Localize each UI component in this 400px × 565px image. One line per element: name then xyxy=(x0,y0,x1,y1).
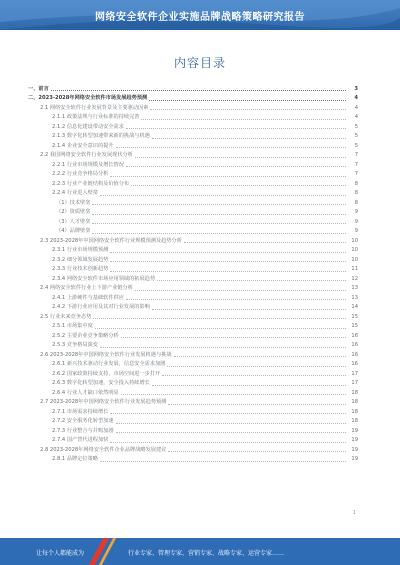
toc-entry-text: 2.3.2 细分领域发展趋势 xyxy=(52,256,109,263)
toc-dot-leader xyxy=(116,432,346,433)
toc-entry-page: 16 xyxy=(351,332,358,339)
toc-entry-text: 2.1.3 数字化转型加速带来新的挑战与机遇 xyxy=(52,133,150,139)
toc-entry[interactable] xyxy=(28,132,358,142)
toc-entry-page: 13 xyxy=(351,285,358,291)
toc-entry-text: 2.7.1 市场需求持续增长 xyxy=(52,408,109,415)
toc-entry-text: 2.7.2 安全服务化转型加速 xyxy=(52,418,114,424)
toc-entry-text: 2.6.3 数字化转型加速，安全投入持续增长 xyxy=(52,380,150,386)
toc-entry-text: 2.1 网络安全软件行业发展背景及主要驱动因素 xyxy=(40,104,149,111)
toc-dot-leader xyxy=(152,138,346,139)
toc-entry-page: 11 xyxy=(351,266,358,272)
toc-entry[interactable] xyxy=(28,208,358,218)
toc-entry[interactable] xyxy=(28,426,358,436)
toc-dot-leader xyxy=(174,356,346,357)
toc-dot-leader xyxy=(100,347,346,348)
toc-entry[interactable] xyxy=(28,341,358,351)
toc-entry-text: 2.2.1 行业市场规模及增长情况 xyxy=(52,161,124,168)
toc-entry[interactable] xyxy=(28,189,358,199)
toc-entry[interactable] xyxy=(28,274,358,284)
toc-entry[interactable] xyxy=(28,369,358,379)
toc-dot-leader xyxy=(92,223,346,224)
toc-entry-text: 2.8 2023-2028年网络安全软件企业品牌战略发展建议 xyxy=(40,446,167,453)
toc-dot-leader xyxy=(92,204,346,205)
toc-entry-text: 2.3.1 行业市场规模预测 xyxy=(52,247,109,253)
toc-entry-page: 9 xyxy=(354,228,358,234)
toc-entry-page: 16 xyxy=(351,342,358,348)
toc-entry-text: 2.8.1 品牌定位策略 xyxy=(52,456,98,462)
toc-dot-leader xyxy=(100,461,346,462)
toc-entry-text: 2.2 我国网络安全软件行业发展现状分析 xyxy=(40,152,133,158)
toc-entry-page: 18 xyxy=(351,408,358,415)
toc-entry-page: 5 xyxy=(354,123,358,130)
toc-dot-leader xyxy=(110,442,346,443)
toc-entry[interactable] xyxy=(28,350,358,360)
toc-entry[interactable] xyxy=(28,103,358,113)
toc-entry-text: 2.5 行业未来竞争态势 xyxy=(40,313,92,320)
toc-entry-page: 10 xyxy=(351,237,358,244)
toc-entry-page: 5 xyxy=(354,142,358,149)
toc-dot-leader xyxy=(110,252,346,253)
toc-entry[interactable] xyxy=(28,227,358,237)
toc-entry[interactable] xyxy=(28,379,358,389)
toc-entry-page: 7 xyxy=(354,152,358,158)
toc-entry-page: 16 xyxy=(351,351,358,358)
toc-dot-leader xyxy=(157,280,346,281)
toc-entry[interactable] xyxy=(28,293,358,303)
toc-entry-text: 2.4.2 下游行业应用及其对行业发展的影响 xyxy=(52,304,150,310)
toc-dot-leader xyxy=(184,242,346,243)
toc-entry-text: 2.1.1 政策法规与行业标准的持续完善 xyxy=(52,114,140,120)
toc-entry[interactable] xyxy=(28,312,358,322)
toc-entry-text: 2.2.2 行业竞争格局分析 xyxy=(52,171,109,177)
toc-entry[interactable] xyxy=(28,303,358,313)
toc-entry-page: 4 xyxy=(354,104,358,111)
toc-entry-text: 2.3 2023-2028年中国网络安全软件行业规模预测及趋势分析 xyxy=(40,237,182,244)
toc-entry-text: 2.3.3 行业技术创新趋势 xyxy=(52,266,109,272)
toc-dot-leader xyxy=(152,309,346,310)
toc-entry-text: 2.2.4 行业进入壁垒 xyxy=(52,190,98,196)
toc-dot-leader xyxy=(121,337,346,338)
toc-entry-page: 8 xyxy=(354,180,358,187)
toc-entry-page: 15 xyxy=(351,313,358,320)
toc-entry-page: 13 xyxy=(351,294,358,301)
report-title: 网络安全软件企业实施品牌战略策略研究报告 xyxy=(95,12,305,23)
toc-entry-text: 2.2.3 行业产业链结构及价值分布 xyxy=(52,180,130,187)
toc-dot-leader xyxy=(110,271,346,272)
toc-entry-page: 4 xyxy=(354,114,358,120)
toc-entry[interactable] xyxy=(28,284,358,294)
toc-entry-text: 2.7.4 国产替代进程加快 xyxy=(52,437,109,443)
toc-entry-text: 2.1.4 企业安全意识的提升 xyxy=(52,142,114,149)
toc-entry[interactable] xyxy=(28,217,358,227)
toc-entry[interactable] xyxy=(28,113,358,123)
toc-entry-page: 5 xyxy=(354,133,358,139)
toc-dot-leader xyxy=(116,147,346,148)
toc-entry-text: 2.5.2 主要企业竞争策略分析 xyxy=(52,332,119,339)
toc-dot-leader xyxy=(168,404,346,405)
toc-entry-text: 2.1.2 信息化建设带动安全需求 xyxy=(52,123,124,130)
toc-entry[interactable] xyxy=(28,246,358,256)
toc-entry-text: 2.6.4 行业人才缺口依然明显 xyxy=(52,389,119,396)
toc-entry[interactable] xyxy=(28,151,358,161)
toc-entry-page: 17 xyxy=(351,370,358,377)
toc-entry-text: （2）资质壁垒 xyxy=(56,209,91,215)
toc-entry-page: 7 xyxy=(354,161,358,168)
toc-entry-text: 2.6 2023-2028年中国网络安全软件行业发展机遇与挑战 xyxy=(40,351,172,358)
toc-dot-leader xyxy=(92,214,346,215)
toc-entry[interactable] xyxy=(28,407,358,417)
toc-entry-page: 19 xyxy=(351,427,358,434)
toc-entry-page: 10 xyxy=(351,256,358,263)
toc-entry-page: 9 xyxy=(354,218,358,225)
toc-entry-text: 2.4.1 上游硬件与基础软件供应 xyxy=(52,294,124,301)
toc-dot-leader xyxy=(135,290,346,291)
toc-entry-page: 18 xyxy=(351,399,358,405)
toc-entry-text: （4）品牌壁垒 xyxy=(56,228,91,234)
toc-entry[interactable] xyxy=(28,84,358,94)
toc-entry[interactable] xyxy=(28,141,358,151)
toc-entry[interactable] xyxy=(28,265,358,275)
toc-entry[interactable] xyxy=(28,388,358,398)
toc-entry-page: 19 xyxy=(351,456,358,462)
toc-entry-text: 一、前言 xyxy=(28,85,49,92)
toc-entry[interactable] xyxy=(28,236,358,246)
toc-dot-leader xyxy=(167,366,346,367)
toc-entry[interactable] xyxy=(28,198,358,208)
page-header xyxy=(0,0,400,30)
toc-entry[interactable] xyxy=(28,322,358,332)
page-number: 1 xyxy=(352,510,356,516)
toc-entry-page: 19 xyxy=(351,437,358,443)
toc-dot-leader xyxy=(126,128,346,129)
toc-entry[interactable] xyxy=(28,455,358,465)
footer-slogan-right: 行业专家、管理专家、营销专家、战略专家、运营专家…… xyxy=(128,550,285,557)
toc-entry-text: 2.6.2 国家政策持续支持，市场空间进一步打开 xyxy=(52,370,161,377)
toc-entry-page: 18 xyxy=(351,389,358,396)
toc-entry-page: 7 xyxy=(354,171,358,177)
footer-slogan-left: 让每个人都能成为 xyxy=(36,550,85,557)
toc-dot-leader xyxy=(149,100,346,101)
toc-entry[interactable] xyxy=(28,417,358,427)
toc-entry[interactable] xyxy=(28,331,358,341)
toc-dot-leader xyxy=(131,185,346,186)
toc-entry[interactable] xyxy=(28,122,358,132)
toc-dot-leader xyxy=(121,394,346,395)
toc-entry-page: 18 xyxy=(351,418,358,424)
toc-entry-text: 2.5.1 市场集中度 xyxy=(52,323,93,329)
toc-dot-leader xyxy=(152,385,346,386)
toc-entry[interactable] xyxy=(28,360,358,370)
toc-entry-page: 9 xyxy=(354,209,358,215)
toc-entry-page: 15 xyxy=(351,323,358,329)
toc-dot-leader xyxy=(150,109,346,110)
toc-entry[interactable] xyxy=(28,160,358,170)
toc-entry[interactable] xyxy=(28,170,358,180)
toc-dot-leader xyxy=(110,176,346,177)
toc-entry-page: 3 xyxy=(354,85,358,92)
toc-dot-leader xyxy=(92,233,346,234)
toc-entry[interactable] xyxy=(28,445,358,455)
toc-entry-page: 14 xyxy=(351,304,358,310)
toc-heading: 内容目录 xyxy=(173,56,226,70)
toc-dot-leader xyxy=(126,166,346,167)
toc-entry-page: 8 xyxy=(354,199,358,206)
toc-entry-text: 二、2023-2028年网络安全软件市场发展趋势预测 xyxy=(28,95,148,101)
toc-entry-page: 19 xyxy=(351,446,358,453)
toc-dot-leader xyxy=(100,195,346,196)
toc-entry-text: （1）技术壁垒 xyxy=(56,199,91,206)
page-footer xyxy=(0,538,400,565)
toc-entry-page: 17 xyxy=(351,380,358,386)
toc-dot-leader xyxy=(162,375,346,376)
toc-entry-text: （3）人才壁垒 xyxy=(56,218,91,225)
toc-dot-leader xyxy=(110,261,346,262)
toc-entry-text: 2.5.3 竞争格局演变 xyxy=(52,342,98,348)
toc-entry[interactable] xyxy=(28,179,358,189)
toc-entry[interactable] xyxy=(28,436,358,446)
toc-entry-text: 2.4 网络安全软件行业上下游产业链分析 xyxy=(40,285,133,291)
toc-entry-text: 2.7.3 行业整合与并购加剧 xyxy=(52,427,114,434)
toc-entry-text: 2.7 2023-2028年中国网络安全软件行业发展趋势预测 xyxy=(40,399,167,405)
toc-dot-leader xyxy=(110,413,346,414)
toc-entry-text: 2.6.1 新兴技术驱动行业发展，信息安全需求加剧 xyxy=(52,361,166,367)
toc-dot-leader xyxy=(95,328,346,329)
toc-dot-leader xyxy=(168,451,346,452)
toc-entry[interactable] xyxy=(28,398,358,408)
toc-dot-leader xyxy=(126,299,346,300)
toc-entry-page: 12 xyxy=(351,275,358,282)
toc-entry-page: 8 xyxy=(354,190,358,196)
toc-entry[interactable] xyxy=(28,94,358,104)
toc-entry-page: 10 xyxy=(351,247,358,253)
toc-dot-leader xyxy=(116,423,346,424)
toc-dot-leader xyxy=(93,318,346,319)
toc-entry-text: 2.3.4 网络安全软件市场应用领域的拓展趋势 xyxy=(52,275,156,282)
toc-entry[interactable] xyxy=(28,255,358,265)
toc-list xyxy=(28,84,358,464)
toc-entry-page: 4 xyxy=(354,95,358,101)
toc-entry-page: 16 xyxy=(351,361,358,367)
toc-dot-leader xyxy=(141,119,346,120)
toc-dot-leader xyxy=(51,90,346,91)
toc-dot-leader xyxy=(135,157,346,158)
